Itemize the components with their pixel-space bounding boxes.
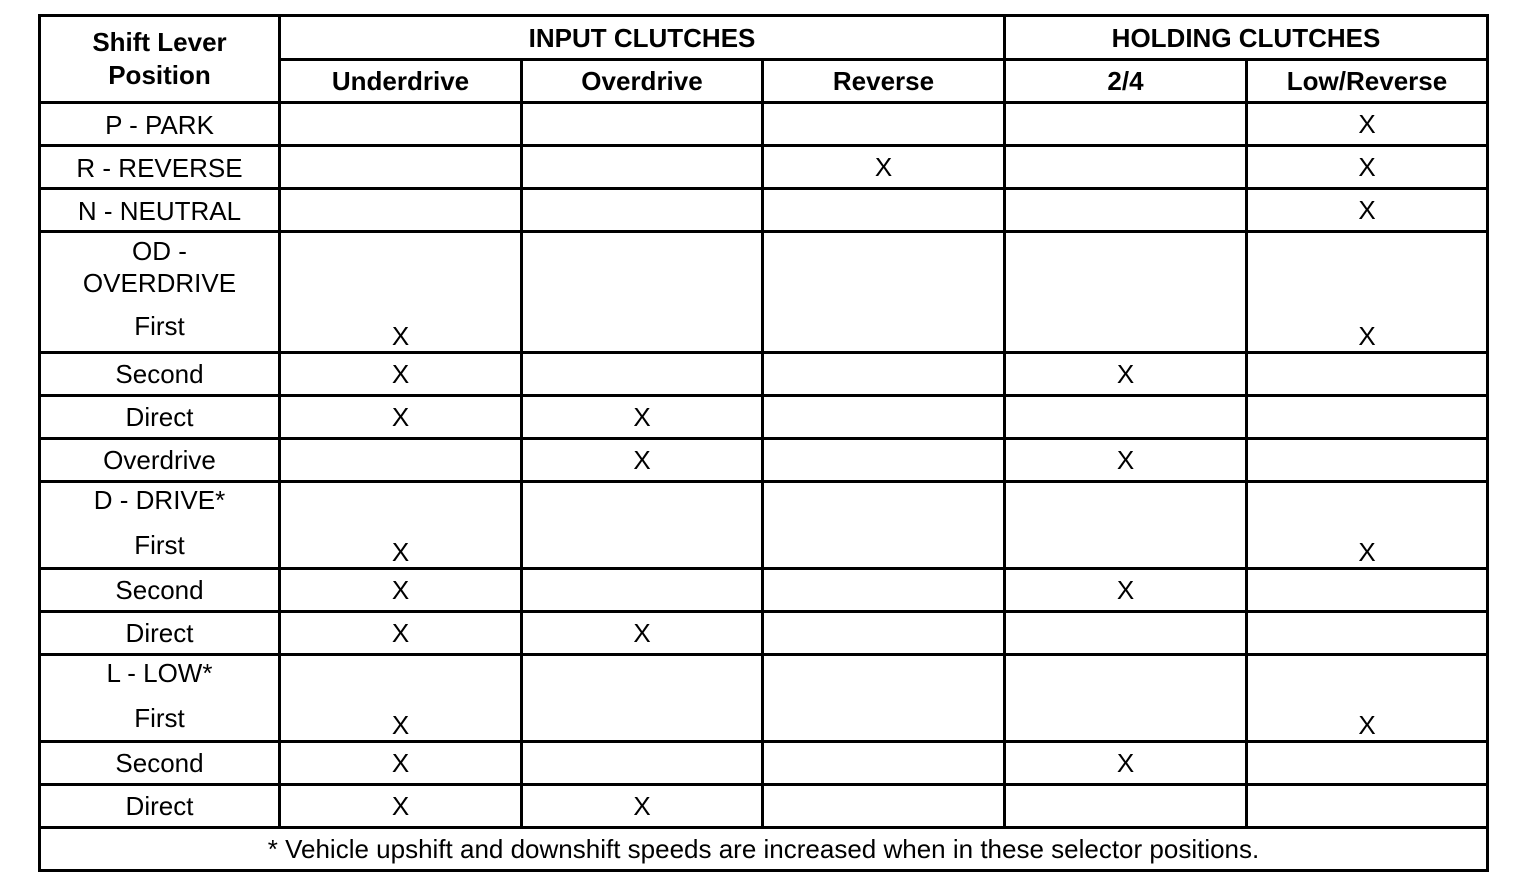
header-shift-lever-position [40, 16, 280, 103]
table-row [40, 655, 1488, 742]
clutch-cell-overdrive [522, 232, 763, 353]
clutch-cell-2-4 [1005, 103, 1247, 146]
clutch-cell-reverse [763, 785, 1005, 828]
clutch-cell-reverse [763, 569, 1005, 612]
gear-label: Direct [125, 618, 194, 648]
header-input-clutches: INPUT CLUTCHES [280, 16, 1005, 60]
gear-label: Direct [125, 402, 194, 432]
clutch-cell-2-4: X [1005, 569, 1247, 612]
column-header-overdrive: Overdrive [522, 60, 763, 103]
clutch-cell-2-4 [1005, 396, 1247, 439]
column-header-low-reverse: Low/Reverse [1247, 60, 1488, 103]
clutch-cell-underdrive: X [280, 482, 522, 569]
gear-label: Overdrive [103, 445, 216, 475]
clutch-cell-low-reverse [1247, 569, 1488, 612]
clutch-cell-overdrive [522, 482, 763, 569]
shift-position-group: L - LOW* [106, 658, 213, 688]
table-row [40, 785, 1488, 828]
clutch-cell-underdrive: X [280, 742, 522, 785]
clutch-cell-overdrive [522, 742, 763, 785]
clutch-cell-low-reverse: X [1247, 232, 1488, 353]
table-row [40, 569, 1488, 612]
clutch-cell-low-reverse: X [1247, 655, 1488, 742]
table-row [40, 353, 1488, 396]
column-header-reverse: Reverse [763, 60, 1005, 103]
shift-position-group: N - NEUTRAL [77, 196, 242, 226]
clutch-cell-low-reverse [1247, 785, 1488, 828]
clutch-cell-underdrive: X [280, 353, 522, 396]
shift-position-cell [40, 146, 280, 189]
clutch-cell-underdrive: X [280, 612, 522, 655]
clutch-cell-underdrive: X [280, 232, 522, 353]
table-row [40, 396, 1488, 439]
header-shift-lever-position-text: Shift Lever Position [92, 27, 227, 90]
shift-position-cell [40, 655, 280, 742]
clutch-cell-underdrive: X [280, 785, 522, 828]
clutch-cell-2-4: X [1005, 439, 1247, 482]
clutch-cell-low-reverse [1247, 612, 1488, 655]
clutch-cell-2-4 [1005, 655, 1247, 742]
table-row [40, 439, 1488, 482]
clutch-cell-2-4 [1005, 232, 1247, 353]
clutch-cell-underdrive: X [280, 655, 522, 742]
shift-position-cell [40, 569, 280, 612]
gear-label: First [134, 703, 185, 733]
clutch-cell-overdrive [522, 189, 763, 232]
shift-position-cell [40, 612, 280, 655]
table-row [40, 482, 1488, 569]
shift-position-cell [40, 103, 280, 146]
column-header-underdrive: Underdrive [280, 60, 522, 103]
gear-label: Second [115, 359, 204, 389]
clutch-cell-low-reverse [1247, 742, 1488, 785]
clutch-cell-low-reverse [1247, 396, 1488, 439]
shift-position-cell [40, 482, 280, 569]
shift-position-cell [40, 439, 280, 482]
shift-position-group: OD - OVERDRIVE [82, 236, 237, 298]
footnote: * Vehicle upshift and downshift speeds are increased when in these selector positions. [40, 828, 1488, 871]
gear-label: Direct [125, 791, 194, 821]
clutch-cell-reverse [763, 353, 1005, 396]
table-row [40, 189, 1488, 232]
shift-position-cell [40, 785, 280, 828]
clutch-cell-overdrive: X [522, 612, 763, 655]
clutch-cell-reverse [763, 189, 1005, 232]
column-header-2-4: 2/4 [1005, 60, 1247, 103]
clutch-cell-overdrive [522, 655, 763, 742]
clutch-cell-overdrive [522, 353, 763, 396]
table-row [40, 103, 1488, 146]
clutch-cell-2-4 [1005, 146, 1247, 189]
clutch-cell-overdrive [522, 146, 763, 189]
clutch-cell-reverse [763, 742, 1005, 785]
table-row [40, 742, 1488, 785]
clutch-cell-low-reverse: X [1247, 103, 1488, 146]
gear-label: Second [115, 575, 204, 605]
shift-position-cell [40, 353, 280, 396]
clutch-cell-reverse [763, 612, 1005, 655]
clutch-cell-overdrive: X [522, 439, 763, 482]
clutch-cell-overdrive [522, 569, 763, 612]
clutch-cell-reverse [763, 655, 1005, 742]
clutch-cell-reverse: X [763, 146, 1005, 189]
shift-position-cell [40, 396, 280, 439]
shift-position-cell [40, 742, 280, 785]
clutch-cell-reverse [763, 232, 1005, 353]
gear-label: First [134, 530, 185, 560]
clutch-cell-low-reverse: X [1247, 482, 1488, 569]
shift-position-group: D - DRIVE* [93, 485, 226, 515]
clutch-cell-underdrive [280, 103, 522, 146]
clutch-cell-underdrive [280, 439, 522, 482]
header-holding-clutches: HOLDING CLUTCHES [1005, 16, 1488, 60]
table-row [40, 232, 1488, 353]
clutch-cell-2-4 [1005, 612, 1247, 655]
clutch-cell-low-reverse: X [1247, 146, 1488, 189]
clutch-cell-reverse [763, 482, 1005, 569]
clutch-cell-2-4: X [1005, 353, 1247, 396]
clutch-cell-2-4: X [1005, 742, 1247, 785]
clutch-cell-overdrive [522, 103, 763, 146]
clutch-cell-2-4 [1005, 189, 1247, 232]
clutch-cell-reverse [763, 439, 1005, 482]
table-body [40, 103, 1488, 828]
clutch-cell-underdrive [280, 189, 522, 232]
gear-label: Second [115, 748, 204, 778]
clutch-cell-overdrive: X [522, 396, 763, 439]
clutch-application-table [38, 14, 1489, 872]
table-row [40, 146, 1488, 189]
shift-position-group: R - REVERSE [76, 153, 243, 183]
table-row [40, 612, 1488, 655]
clutch-cell-2-4 [1005, 482, 1247, 569]
clutch-cell-reverse [763, 396, 1005, 439]
clutch-cell-overdrive: X [522, 785, 763, 828]
gear-label: First [134, 311, 185, 341]
clutch-cell-underdrive [280, 146, 522, 189]
clutch-cell-underdrive: X [280, 396, 522, 439]
shift-position-cell [40, 189, 280, 232]
shift-position-cell [40, 232, 280, 353]
clutch-cell-low-reverse [1247, 439, 1488, 482]
clutch-cell-low-reverse: X [1247, 189, 1488, 232]
clutch-cell-2-4 [1005, 785, 1247, 828]
shift-position-group: P - PARK [105, 110, 214, 140]
clutch-cell-low-reverse [1247, 353, 1488, 396]
clutch-cell-reverse [763, 103, 1005, 146]
clutch-cell-underdrive: X [280, 569, 522, 612]
